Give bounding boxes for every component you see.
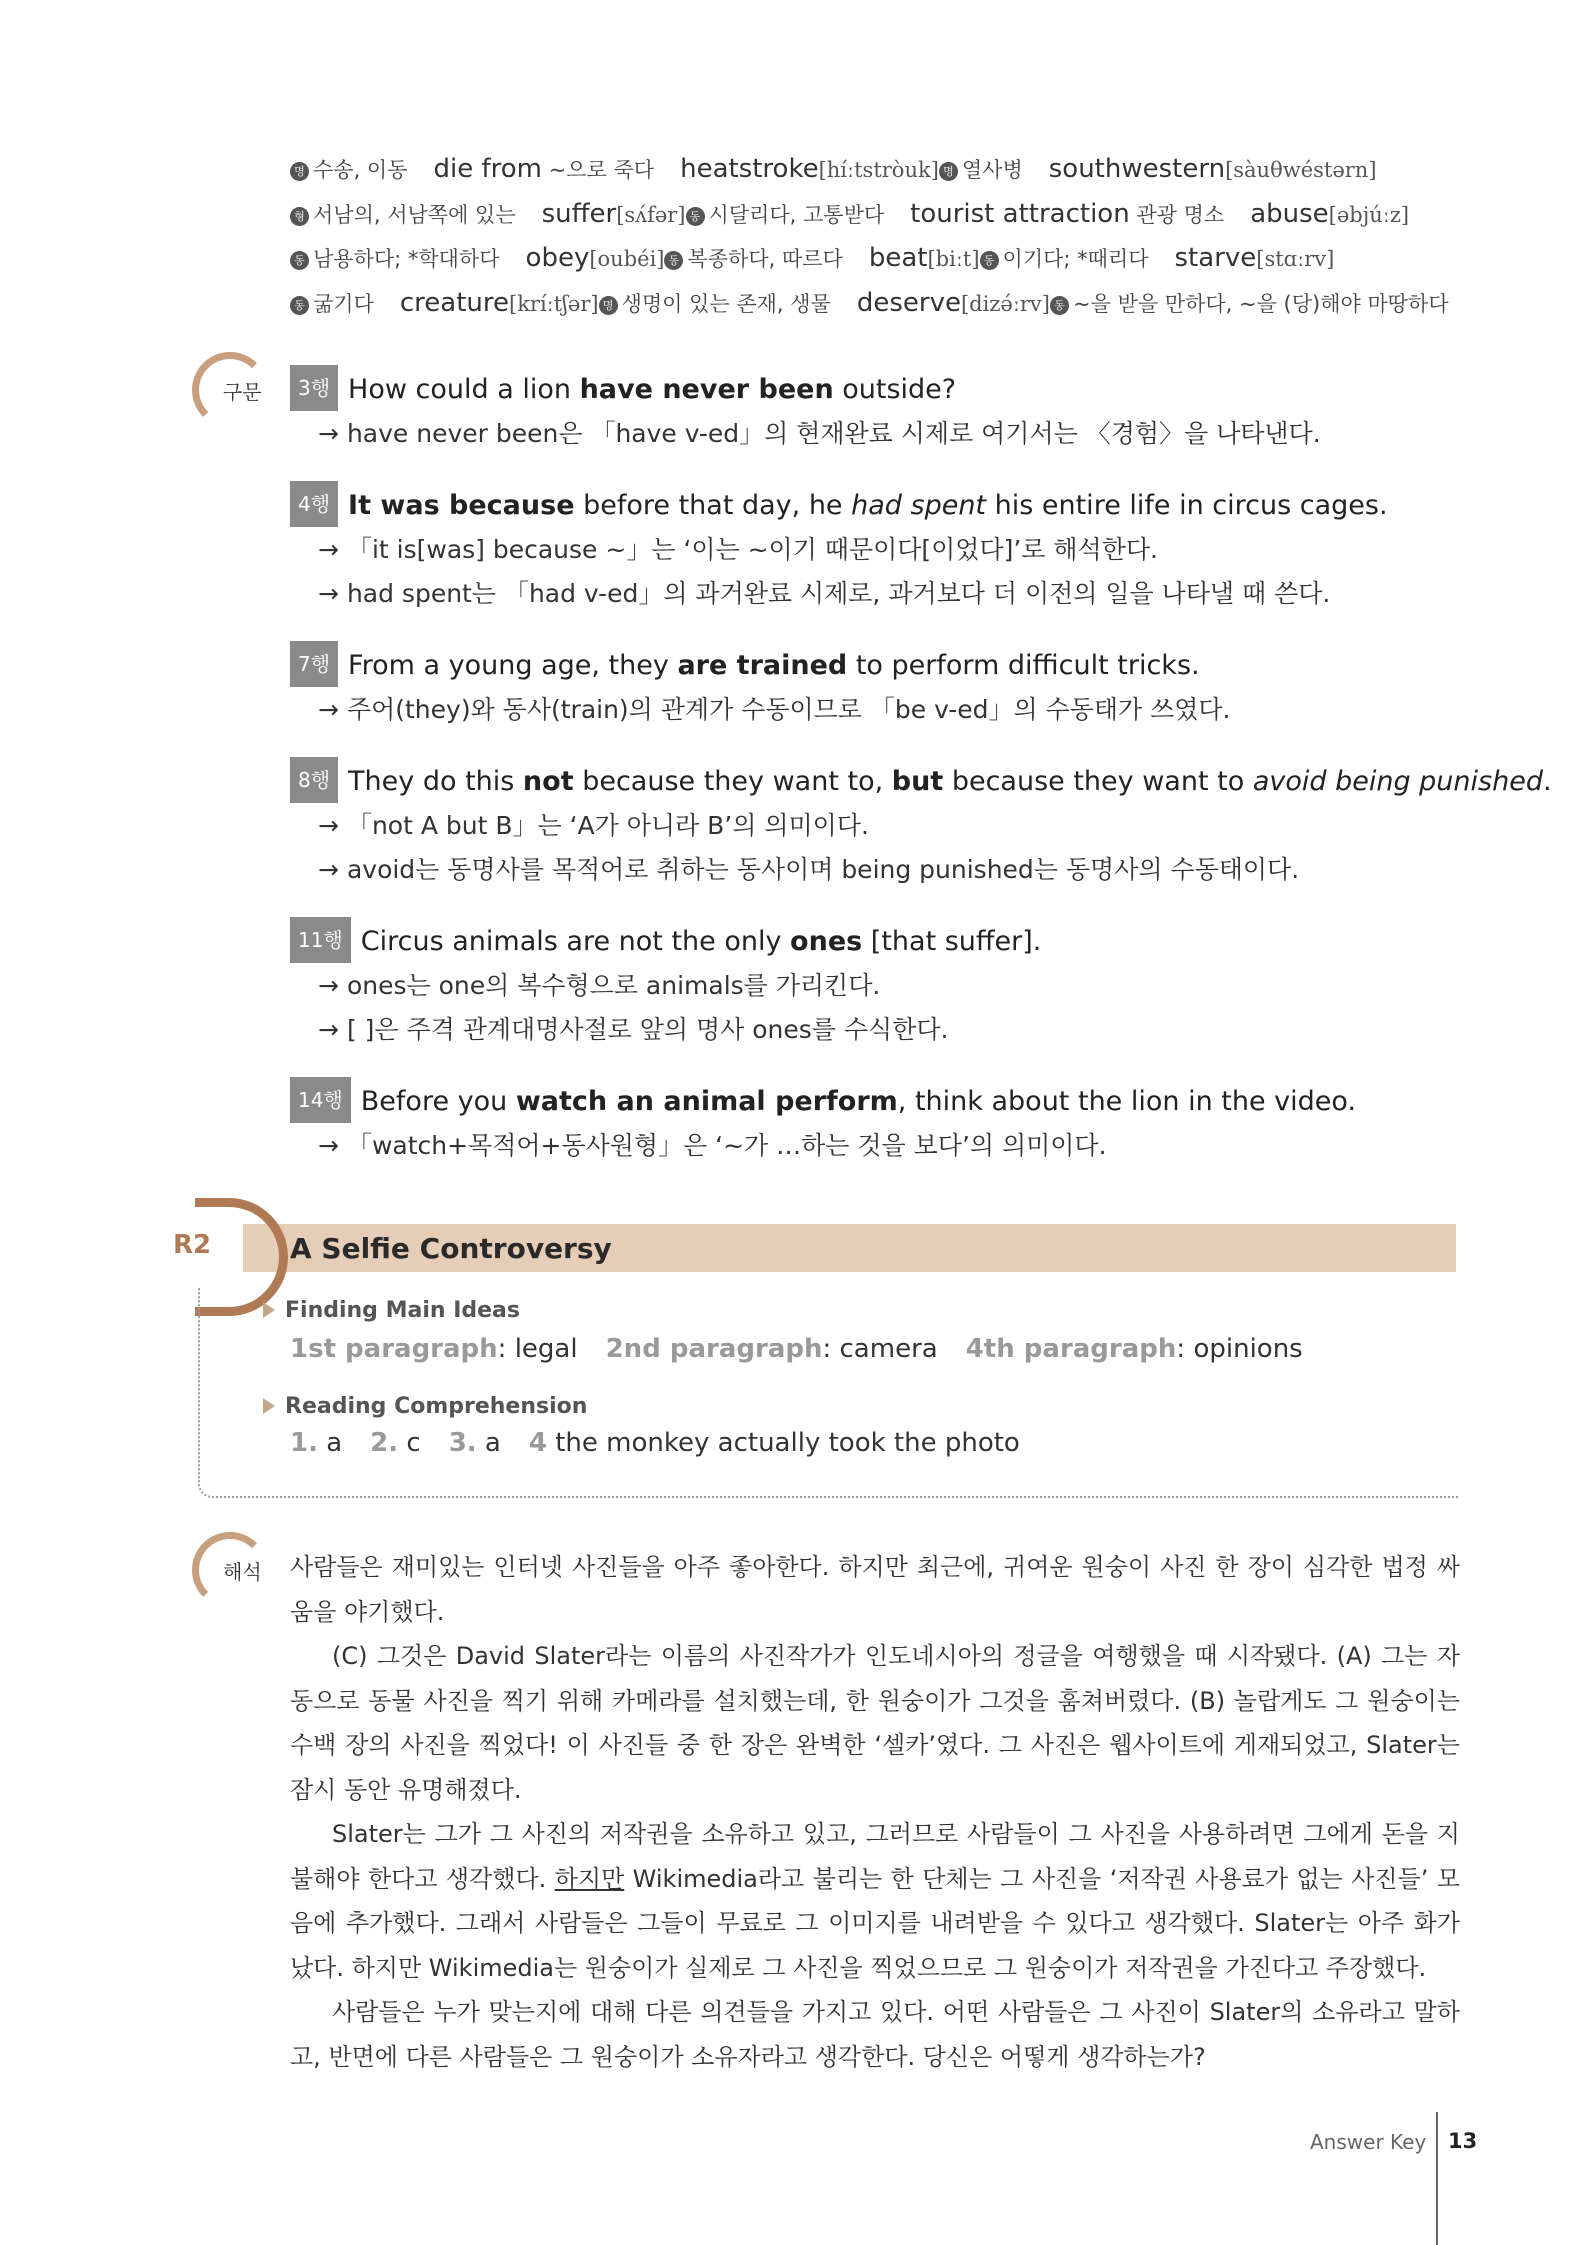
- vocab-word: deserve: [856, 287, 961, 318]
- grammar-sentence: [290, 641, 1470, 688]
- sentence-part: ones: [790, 926, 863, 957]
- grammar-sentence: [290, 757, 1552, 804]
- finding-main-ideas-heading: Finding Main Ideas: [263, 1298, 520, 1323]
- part-of-speech-badge: 명: [939, 162, 958, 181]
- arrow-icon: →: [318, 579, 339, 608]
- vocab-word: die from: [433, 154, 542, 184]
- grammar-explanation: [290, 1124, 1470, 1168]
- grammar-sentence: [290, 1077, 1470, 1124]
- vocab-phonetic: [stɑːrv]: [1256, 247, 1335, 271]
- sentence-part: It was because: [348, 490, 575, 521]
- part-of-speech-badge: 동: [1050, 296, 1069, 315]
- grammar-explanation: [290, 804, 1470, 848]
- triangle-bullet-icon: [263, 1398, 275, 1414]
- translation-paragraph: (C) 그것은 David Slater라는 이름의 사진작가가 인도네시아의 정글을 여행했을 때 시작됐다. (A) 그는 자동으로 동물 사진을 찍기 위해 카메라를 설치했는데, 한 원숭이가 그것을 훔쳐버렸다. (B) 놀랍게도 그 원숭이는 수백 장의 사진을 찍었다! 이 사진들 중 한 장은 완벽한 ‘셀카’였다. 그 사진은 웹사이트에 게재되었고, Slater는 잠시 동안 유명해졌다.: [290, 1642, 1460, 1804]
- sentence-part: They do this: [348, 766, 523, 797]
- explanation-text: 「watch+목적어+동사원형」은 ‘~가 …하는 것을 보다’의 의미이다.: [346, 1131, 1107, 1160]
- vocab-word: beat: [868, 243, 928, 273]
- sentence-part: but: [891, 766, 944, 797]
- vocab-word: tourist attraction: [910, 198, 1130, 229]
- colon: :: [497, 1334, 515, 1364]
- answer-value: a: [317, 1428, 343, 1458]
- vocab-meaning: 남용하다; *학대하다: [313, 247, 500, 271]
- arrow-icon: →: [318, 811, 339, 840]
- vocab-meaning: 시달리다, 고통받다: [708, 202, 885, 227]
- translation-text: [290, 1545, 1460, 2079]
- colon: :: [1176, 1334, 1194, 1364]
- part-of-speech-badge: 명: [599, 296, 618, 315]
- arrow-icon: →: [318, 971, 339, 1000]
- vocab-word: heatstroke: [680, 154, 819, 184]
- vocab-word: southwestern: [1048, 154, 1226, 184]
- page-number: 13: [1448, 2129, 1478, 2153]
- vocab-phonetic: [sʌ́fər]: [616, 202, 686, 227]
- gumun-label: 구문: [223, 380, 262, 404]
- grammar-explanation: [290, 1008, 1470, 1052]
- grammar-sentence: [290, 365, 1470, 412]
- part-of-speech-badge: 동: [290, 251, 309, 270]
- part-of-speech-badge: 형: [290, 207, 309, 226]
- line-tag: 8행: [290, 757, 338, 803]
- sentence-part: not: [522, 766, 574, 797]
- explanation-text: had spent는 「had v-ed」의 과거완료 시제로, 과거보다 더 이전의 일을 나타낼 때 쓴다.: [346, 579, 1331, 608]
- main-idea-answer: legal: [514, 1334, 578, 1364]
- r2-label: R2: [173, 1230, 212, 1260]
- sentence-part: his entire life in circus cages.: [986, 490, 1388, 521]
- main-idea-answer: opinions: [1193, 1334, 1303, 1364]
- vocab-meaning: ~을 받을 만하다, ~을 (당)해야 마땅하다: [1072, 291, 1449, 316]
- explanation-text: 「it is[was] because ~」는 ‘이는 ~이기 때문이다[이었다]’로 해석한다.: [346, 535, 1158, 564]
- translation-paragraph: 사람들은 누가 맞는지에 대해 다른 의견들을 가지고 있다. 어떤 사람들은 그 사진이 Slater의 소유라고 말하고, 반면에 다른 사람들은 그 원숭이가 소유자라고 생각한다. 당신은 어떻게 생각하는가?: [290, 1998, 1460, 2071]
- grammar-item: [290, 641, 1470, 732]
- comprehension-answers: [290, 1428, 1020, 1458]
- triangle-bullet-icon: [263, 1302, 275, 1318]
- line-tag: 14행: [290, 1077, 351, 1123]
- grammar-item: [290, 757, 1552, 892]
- sentence-part: watch an animal perform: [515, 1086, 898, 1117]
- vocab-phonetic: [sàuθwéstərn]: [1225, 158, 1377, 182]
- footer-divider: [1436, 2112, 1438, 2245]
- sentence-part: had spent: [851, 490, 987, 521]
- paragraph-key: 2nd paragraph: [605, 1334, 823, 1364]
- sentence-part: because they want to,: [573, 766, 892, 797]
- sentence-part: How could a lion: [348, 374, 580, 405]
- sentence-part: because they want to: [943, 766, 1253, 797]
- explanation-text: avoid는 동명사를 목적어로 취하는 동사이며 being punished는 동명사의 수동태이다.: [346, 855, 1300, 884]
- reading-comprehension-heading: Reading Comprehension: [263, 1394, 587, 1419]
- paragraph-key: 1st paragraph: [290, 1334, 498, 1364]
- vocab-word: starve: [1174, 243, 1257, 273]
- answer-value: a: [476, 1428, 501, 1458]
- grammar-sentence: [290, 917, 1470, 964]
- vocab-line: [290, 288, 1460, 333]
- arrow-icon: →: [318, 695, 339, 724]
- sentence-part: [that suffer].: [862, 926, 1042, 957]
- question-number: 1.: [290, 1428, 318, 1458]
- vocab-line: [290, 154, 1460, 199]
- main-ideas-answers: [290, 1334, 1303, 1364]
- grammar-explanation: [290, 688, 1470, 732]
- line-tag: 11행: [290, 917, 351, 963]
- explanation-text: 「not A but B」는 ‘A가 아니라 B’의 의미이다.: [346, 811, 869, 840]
- sentence-part: avoid being punished: [1252, 766, 1543, 797]
- vocab-meaning: 열사병: [961, 158, 1023, 182]
- vocab-meaning: 굶기다: [313, 291, 374, 316]
- part-of-speech-badge: 동: [290, 296, 309, 315]
- vocab-meaning: ~으로 죽다: [542, 158, 655, 182]
- line-tag: 7행: [290, 641, 338, 687]
- arrow-icon: →: [318, 1131, 339, 1160]
- vocab-word: obey: [525, 243, 590, 273]
- vocab-phonetic: [biːt]: [927, 247, 980, 271]
- part-of-speech-badge: 동: [686, 207, 705, 226]
- grammar-explanation: [290, 528, 1470, 572]
- grammar-explanation: [290, 412, 1470, 456]
- grammar-explanation: [290, 572, 1470, 616]
- vocab-word: creature: [399, 287, 509, 318]
- question-number: 2.: [370, 1428, 399, 1458]
- vocab-meaning: 생명이 있는 존재, 생물: [621, 291, 831, 316]
- main-idea-answer: camera: [839, 1334, 938, 1364]
- translation-paragraph: Slater는 그가 그 사진의 저작권을 소유하고 있고, 그러므로 사람들이 그 사진을 사용하려면 그에게 돈을 지불해야 한다고 생각했다. 하지만 Wikimedia라고 불리는 한 단체는 그 사진을 ‘저작권 사용료가 없는 사진들’ 모음에 추가했다. 그래서 사람들은 그들이 무료로 그 이미지를 내려받을 수 있다고 생각했다. Slater는 아주 화가 났다. 하지만 Wikimedia는 원숭이가 실제로 그 사진을 찍었으므로 그 원숭이가 저작권을 가진다고 주장했다.: [290, 1820, 1460, 1982]
- vocab-line: [290, 199, 1460, 244]
- translation-paragraph: 사람들은 재미있는 인터넷 사진들을 아주 좋아한다. 하지만 최근에, 귀여운 원숭이 사진 한 장이 심각한 법정 싸움을 야기했다.: [290, 1553, 1460, 1626]
- vocab-meaning: 복종하다, 따르다: [687, 247, 843, 271]
- vocab-meaning: 이기다; *때리다: [1002, 247, 1149, 271]
- grammar-sentence: [290, 481, 1470, 528]
- sentence-part: Circus animals are not the only: [360, 926, 791, 957]
- grammar-explanation: [290, 848, 1470, 892]
- question-number: 3.: [448, 1428, 477, 1458]
- arrow-icon: →: [318, 419, 339, 448]
- sentence-part: From a young age, they: [348, 650, 678, 681]
- vocab-line: [290, 243, 1460, 288]
- grammar-explanation: [290, 964, 1470, 1008]
- part-of-speech-badge: 동: [980, 251, 999, 270]
- grammar-notes: [290, 365, 1552, 1193]
- vocab-meaning: 서남의, 서남쪽에 있는: [313, 202, 516, 227]
- explanation-text: [ ]은 주격 관계대명사절로 앞의 명사 ones를 수식한다.: [346, 1015, 949, 1044]
- sentence-part: outside?: [833, 374, 957, 405]
- grammar-item: [290, 481, 1470, 616]
- grammar-item: [290, 365, 1470, 456]
- grammar-item: [290, 917, 1470, 1052]
- sentence-part: Before you: [360, 1086, 516, 1117]
- part-of-speech-badge: 명: [290, 162, 309, 181]
- part-of-speech-badge: 동: [664, 251, 683, 270]
- explanation-text: 주어(they)와 동사(train)의 관계가 수동이므로 「be v-ed」의 수동태가 쓰였다.: [346, 695, 1231, 724]
- vocab-phonetic: [dizə́ːrv]: [960, 291, 1050, 316]
- vocabulary-list: [290, 154, 1460, 332]
- question-number: 4: [528, 1428, 547, 1458]
- line-tag: 3행: [290, 365, 338, 411]
- r2-section: [165, 1198, 1465, 1498]
- sentence-part: before that day, he: [574, 490, 852, 521]
- vocab-phonetic: [kríːtʃər]: [509, 291, 599, 316]
- vocab-phonetic: [əbjúːz]: [1328, 202, 1410, 227]
- colon: :: [822, 1334, 840, 1364]
- vocab-phonetic: [híːtstròuk]: [818, 158, 939, 182]
- vocab-phonetic: [oubéi]: [589, 247, 665, 271]
- arrow-icon: →: [318, 855, 339, 884]
- grammar-item: [290, 1077, 1470, 1168]
- explanation-text: have never been은 「have v-ed」의 현재완료 시제로 여기서는 〈경험〉을 나타낸다.: [346, 419, 1321, 448]
- haeseok-label: 해석: [223, 1560, 262, 1584]
- vocab-meaning: 관광 명소: [1129, 202, 1225, 227]
- footer-label: Answer Key: [1310, 2130, 1427, 2154]
- sentence-part: .: [1542, 766, 1552, 797]
- vocab-meaning: 수송, 이동: [313, 158, 408, 182]
- line-tag: 4행: [290, 481, 338, 527]
- vocab-word: suffer: [541, 198, 617, 229]
- arrow-icon: →: [318, 535, 339, 564]
- explanation-text: ones는 one의 복수형으로 animals를 가리킨다.: [346, 971, 881, 1000]
- answer-value: c: [398, 1428, 421, 1458]
- r2-title: A Selfie Controversy: [290, 1232, 612, 1265]
- arrow-icon: →: [318, 1015, 339, 1044]
- sentence-part: are trained: [677, 650, 848, 681]
- vocab-word: abuse: [1250, 198, 1329, 229]
- paragraph-key: 4th paragraph: [965, 1334, 1177, 1364]
- sentence-part: have never been: [579, 374, 834, 405]
- answer-value: the monkey actually took the photo: [546, 1428, 1020, 1458]
- sentence-part: to perform difficult tricks.: [847, 650, 1200, 681]
- sentence-part: , think about the lion in the video.: [897, 1086, 1357, 1117]
